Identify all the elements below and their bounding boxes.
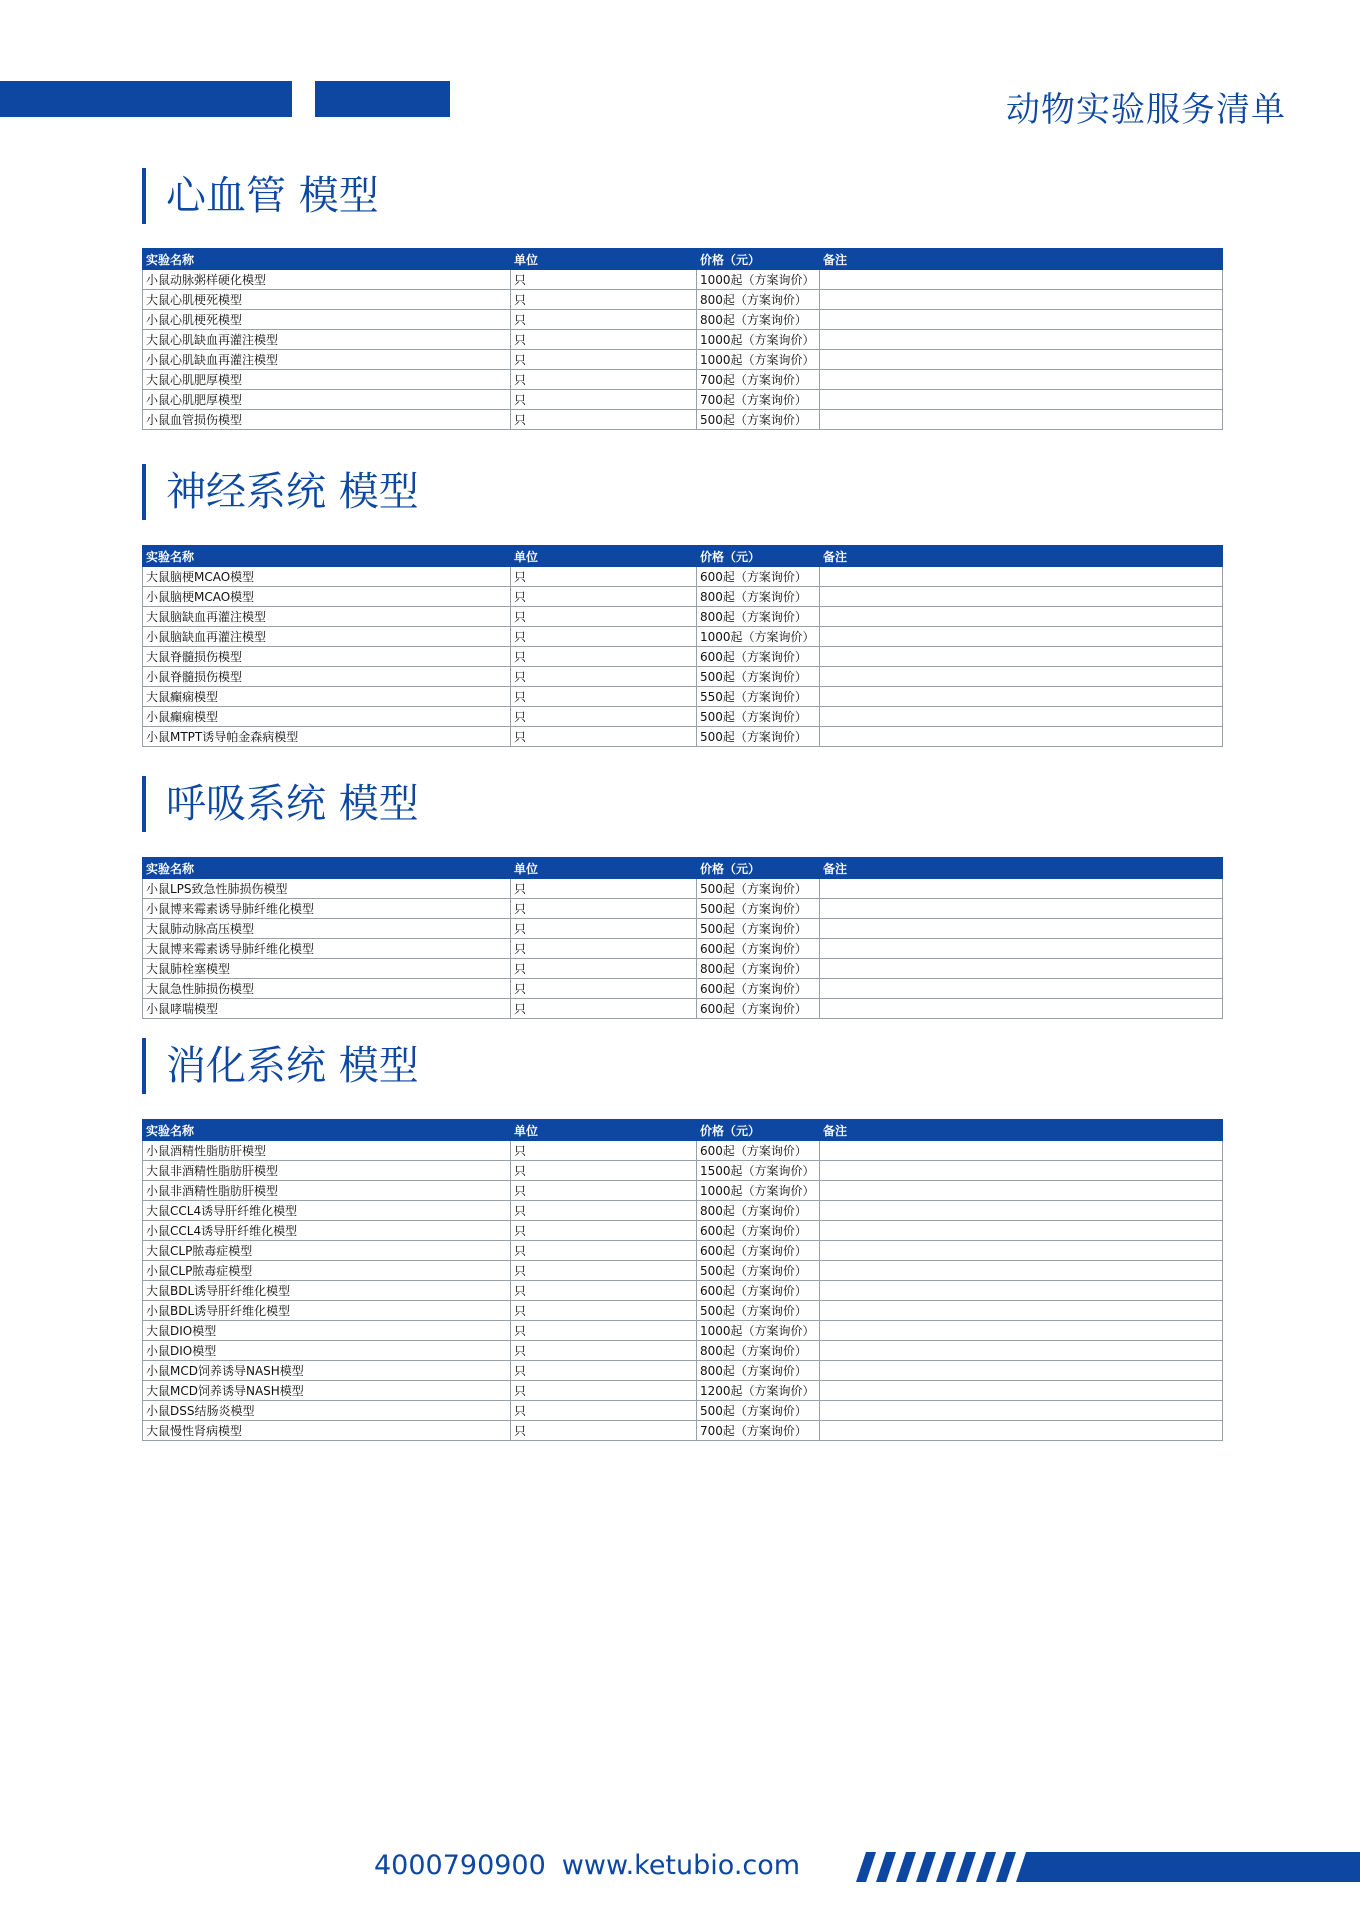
col-unit-cell: 只 — [511, 667, 697, 687]
col-name-cell: 小鼠MTPT诱导帕金森病模型 — [143, 727, 511, 747]
col-name-cell: 小鼠BDL诱导肝纤维化模型 — [143, 1301, 511, 1321]
col-remark-cell — [820, 647, 1223, 667]
col-unit-cell: 只 — [511, 1221, 697, 1241]
col-name-cell: 小鼠LPS致急性肺损伤模型 — [143, 879, 511, 899]
col-unit-cell: 只 — [511, 330, 697, 350]
col-price-cell: 500起（方案询价） — [697, 1301, 820, 1321]
col-remark-cell — [820, 727, 1223, 747]
col-remark-cell — [820, 1221, 1223, 1241]
col-remark-cell — [820, 607, 1223, 627]
header-col-remark: 备注 — [820, 858, 1223, 879]
col-name-cell: 小鼠脑缺血再灌注模型 — [143, 627, 511, 647]
footer-stripe-decor — [856, 1852, 1360, 1882]
col-name-cell: 大鼠MCD饲养诱导NASH模型 — [143, 1381, 511, 1401]
col-price-cell: 1000起（方案询价） — [697, 1321, 820, 1341]
table-row — [143, 370, 1223, 390]
col-name-cell: 小鼠DIO模型 — [143, 1341, 511, 1361]
col-name-cell: 大鼠癫痫模型 — [143, 687, 511, 707]
footer-website-link[interactable]: www.ketubio.com — [561, 1850, 801, 1881]
table-row — [143, 979, 1223, 999]
col-remark-cell — [820, 390, 1223, 410]
col-remark-cell — [820, 1281, 1223, 1301]
col-remark-cell — [820, 310, 1223, 330]
col-unit-cell: 只 — [511, 899, 697, 919]
table-cardiovascular — [142, 248, 1223, 430]
col-unit-cell: 只 — [511, 390, 697, 410]
col-price-cell: 1000起（方案询价） — [697, 350, 820, 370]
header-col-unit: 单位 — [511, 1120, 697, 1141]
table-row — [143, 1341, 1223, 1361]
header-col-remark: 备注 — [820, 249, 1223, 270]
col-price-cell: 600起（方案询价） — [697, 647, 820, 667]
table-row — [143, 567, 1223, 587]
col-name-cell: 大鼠慢性肾病模型 — [143, 1421, 511, 1441]
col-unit-cell: 只 — [511, 687, 697, 707]
col-remark-cell — [820, 999, 1223, 1019]
col-remark-cell — [820, 979, 1223, 999]
footer-phone: 4000790900 — [374, 1850, 546, 1881]
col-remark-cell — [820, 1381, 1223, 1401]
col-price-cell: 500起（方案询价） — [697, 1261, 820, 1281]
col-price-cell: 600起（方案询价） — [697, 1281, 820, 1301]
col-price-cell: 700起（方案询价） — [697, 1421, 820, 1441]
col-price-cell: 800起（方案询价） — [697, 1361, 820, 1381]
col-name-cell: 小鼠动脉粥样硬化模型 — [143, 270, 511, 290]
col-unit-cell: 只 — [511, 607, 697, 627]
col-name-cell: 小鼠心肌缺血再灌注模型 — [143, 350, 511, 370]
col-price-cell: 600起（方案询价） — [697, 979, 820, 999]
col-unit-cell: 只 — [511, 707, 697, 727]
table-digestive-system — [142, 1119, 1223, 1441]
col-remark-cell — [820, 707, 1223, 727]
col-unit-cell: 只 — [511, 1361, 697, 1381]
col-price-cell: 800起（方案询价） — [697, 959, 820, 979]
col-remark-cell — [820, 667, 1223, 687]
col-remark-cell — [820, 1341, 1223, 1361]
col-remark-cell — [820, 1141, 1223, 1161]
col-name-cell: 大鼠心肌肥厚模型 — [143, 370, 511, 390]
table-nervous-system — [142, 545, 1223, 747]
col-name-cell: 大鼠BDL诱导肝纤维化模型 — [143, 1281, 511, 1301]
col-price-cell: 600起（方案询价） — [697, 1241, 820, 1261]
col-price-cell: 500起（方案询价） — [697, 919, 820, 939]
table-header-row — [143, 858, 1223, 879]
col-name-cell: 大鼠CCL4诱导肝纤维化模型 — [143, 1201, 511, 1221]
table-row — [143, 410, 1223, 430]
col-remark-cell — [820, 627, 1223, 647]
table-header-row — [143, 1120, 1223, 1141]
col-unit-cell: 只 — [511, 1141, 697, 1161]
col-price-cell: 800起（方案询价） — [697, 310, 820, 330]
table-row — [143, 707, 1223, 727]
col-unit-cell: 只 — [511, 270, 697, 290]
col-remark-cell — [820, 1161, 1223, 1181]
col-price-cell: 500起（方案询价） — [697, 1401, 820, 1421]
table-row — [143, 1381, 1223, 1401]
table-row — [143, 1201, 1223, 1221]
col-name-cell: 小鼠癫痫模型 — [143, 707, 511, 727]
col-name-cell: 小鼠MCD饲养诱导NASH模型 — [143, 1361, 511, 1381]
col-remark-cell — [820, 1361, 1223, 1381]
col-remark-cell — [820, 1261, 1223, 1281]
col-price-cell: 550起（方案询价） — [697, 687, 820, 707]
table-row — [143, 999, 1223, 1019]
col-remark-cell — [820, 290, 1223, 310]
header-decor-bar — [0, 81, 292, 117]
col-price-cell: 1200起（方案询价） — [697, 1381, 820, 1401]
col-unit-cell: 只 — [511, 879, 697, 899]
col-unit-cell: 只 — [511, 350, 697, 370]
header-col-unit: 单位 — [511, 546, 697, 567]
col-remark-cell — [820, 1401, 1223, 1421]
col-price-cell: 1000起（方案询价） — [697, 627, 820, 647]
table-row — [143, 919, 1223, 939]
col-name-cell: 大鼠脑梗MCAO模型 — [143, 567, 511, 587]
table-row — [143, 350, 1223, 370]
col-unit-cell: 只 — [511, 567, 697, 587]
col-unit-cell: 只 — [511, 1321, 697, 1341]
col-remark-cell — [820, 350, 1223, 370]
col-unit-cell: 只 — [511, 959, 697, 979]
table-row — [143, 647, 1223, 667]
header-col-unit: 单位 — [511, 858, 697, 879]
col-unit-cell: 只 — [511, 1381, 697, 1401]
col-unit-cell: 只 — [511, 1421, 697, 1441]
section-title-nervous-system: 神经系统 模型 — [142, 464, 419, 520]
col-price-cell: 600起（方案询价） — [697, 999, 820, 1019]
header-col-name: 实验名称 — [143, 858, 511, 879]
col-unit-cell: 只 — [511, 1301, 697, 1321]
col-name-cell: 大鼠肺动脉高压模型 — [143, 919, 511, 939]
col-remark-cell — [820, 587, 1223, 607]
col-unit-cell: 只 — [511, 290, 697, 310]
col-remark-cell — [820, 879, 1223, 899]
col-unit-cell: 只 — [511, 627, 697, 647]
header-decor-bar-short — [315, 81, 450, 117]
table-row — [143, 879, 1223, 899]
header-col-price: 价格（元） — [697, 249, 820, 270]
col-unit-cell: 只 — [511, 979, 697, 999]
col-remark-cell — [820, 1241, 1223, 1261]
col-unit-cell: 只 — [511, 1241, 697, 1261]
table-row — [143, 1221, 1223, 1241]
footer-contact — [374, 1850, 800, 1881]
table-row — [143, 1361, 1223, 1381]
col-remark-cell — [820, 959, 1223, 979]
section-title-respiratory-system: 呼吸系统 模型 — [142, 776, 419, 832]
col-remark-cell — [820, 1301, 1223, 1321]
col-unit-cell: 只 — [511, 587, 697, 607]
col-price-cell: 500起（方案询价） — [697, 727, 820, 747]
col-name-cell: 大鼠博来霉素诱导肺纤维化模型 — [143, 939, 511, 959]
col-unit-cell: 只 — [511, 919, 697, 939]
header-col-name: 实验名称 — [143, 546, 511, 567]
col-name-cell: 大鼠脊髓损伤模型 — [143, 647, 511, 667]
col-remark-cell — [820, 270, 1223, 290]
table-row — [143, 1401, 1223, 1421]
table-row — [143, 627, 1223, 647]
col-unit-cell: 只 — [511, 410, 697, 430]
col-name-cell: 小鼠酒精性脂肪肝模型 — [143, 1141, 511, 1161]
col-price-cell: 1000起（方案询价） — [697, 330, 820, 350]
table-row — [143, 687, 1223, 707]
table-row — [143, 727, 1223, 747]
col-name-cell: 小鼠哮喘模型 — [143, 999, 511, 1019]
table-header-row — [143, 249, 1223, 270]
col-remark-cell — [820, 899, 1223, 919]
col-name-cell: 小鼠脊髓损伤模型 — [143, 667, 511, 687]
header-col-name: 实验名称 — [143, 249, 511, 270]
col-name-cell: 大鼠心肌梗死模型 — [143, 290, 511, 310]
col-price-cell: 800起（方案询价） — [697, 1341, 820, 1361]
col-unit-cell: 只 — [511, 1401, 697, 1421]
table-row — [143, 1141, 1223, 1161]
col-unit-cell: 只 — [511, 370, 697, 390]
table-respiratory-system — [142, 857, 1223, 1019]
col-price-cell: 600起（方案询价） — [697, 1221, 820, 1241]
col-unit-cell: 只 — [511, 647, 697, 667]
col-unit-cell: 只 — [511, 1161, 697, 1181]
table-row — [143, 587, 1223, 607]
col-price-cell: 500起（方案询价） — [697, 410, 820, 430]
table-row — [143, 290, 1223, 310]
col-unit-cell: 只 — [511, 999, 697, 1019]
col-unit-cell: 只 — [511, 1261, 697, 1281]
col-price-cell: 600起（方案询价） — [697, 1141, 820, 1161]
col-name-cell: 小鼠脑梗MCAO模型 — [143, 587, 511, 607]
table-row — [143, 390, 1223, 410]
table-row — [143, 607, 1223, 627]
col-unit-cell: 只 — [511, 727, 697, 747]
col-price-cell: 500起（方案询价） — [697, 667, 820, 687]
document-title: 动物实验服务清单 — [1006, 90, 1286, 130]
col-name-cell: 大鼠心肌缺血再灌注模型 — [143, 330, 511, 350]
col-price-cell: 500起（方案询价） — [697, 879, 820, 899]
col-name-cell: 小鼠心肌肥厚模型 — [143, 390, 511, 410]
col-remark-cell — [820, 939, 1223, 959]
col-price-cell: 800起（方案询价） — [697, 607, 820, 627]
col-name-cell: 小鼠博来霉素诱导肺纤维化模型 — [143, 899, 511, 919]
col-unit-cell: 只 — [511, 1341, 697, 1361]
header-col-price: 价格（元） — [697, 858, 820, 879]
col-unit-cell: 只 — [511, 1181, 697, 1201]
col-name-cell: 大鼠急性肺损伤模型 — [143, 979, 511, 999]
col-name-cell: 小鼠心肌梗死模型 — [143, 310, 511, 330]
col-remark-cell — [820, 567, 1223, 587]
col-price-cell: 500起（方案询价） — [697, 899, 820, 919]
col-name-cell: 小鼠CLP脓毒症模型 — [143, 1261, 511, 1281]
col-remark-cell — [820, 1181, 1223, 1201]
table-row — [143, 1161, 1223, 1181]
table-row — [143, 270, 1223, 290]
col-unit-cell: 只 — [511, 1201, 697, 1221]
col-price-cell: 500起（方案询价） — [697, 707, 820, 727]
col-price-cell: 800起（方案询价） — [697, 587, 820, 607]
table-header-row — [143, 546, 1223, 567]
col-remark-cell — [820, 410, 1223, 430]
col-name-cell: 大鼠DIO模型 — [143, 1321, 511, 1341]
col-price-cell: 600起（方案询价） — [697, 567, 820, 587]
section-title-digestive-system: 消化系统 模型 — [142, 1038, 419, 1094]
col-remark-cell — [820, 919, 1223, 939]
table-row — [143, 1321, 1223, 1341]
col-price-cell: 1500起（方案询价） — [697, 1161, 820, 1181]
col-unit-cell: 只 — [511, 1281, 697, 1301]
col-price-cell: 1000起（方案询价） — [697, 270, 820, 290]
table-row — [143, 310, 1223, 330]
header-col-price: 价格（元） — [697, 1120, 820, 1141]
col-remark-cell — [820, 370, 1223, 390]
section-title-cardiovascular: 心血管 模型 — [142, 168, 379, 224]
header-col-name: 实验名称 — [143, 1120, 511, 1141]
col-name-cell: 小鼠DSS结肠炎模型 — [143, 1401, 511, 1421]
header-col-remark: 备注 — [820, 546, 1223, 567]
col-remark-cell — [820, 1201, 1223, 1221]
table-row — [143, 959, 1223, 979]
col-name-cell: 小鼠血管损伤模型 — [143, 410, 511, 430]
header-col-unit: 单位 — [511, 249, 697, 270]
col-name-cell: 大鼠非酒精性脂肪肝模型 — [143, 1161, 511, 1181]
table-row — [143, 899, 1223, 919]
table-row — [143, 1261, 1223, 1281]
col-remark-cell — [820, 687, 1223, 707]
col-remark-cell — [820, 330, 1223, 350]
table-row — [143, 1181, 1223, 1201]
col-remark-cell — [820, 1321, 1223, 1341]
col-price-cell: 1000起（方案询价） — [697, 1181, 820, 1201]
col-name-cell: 小鼠非酒精性脂肪肝模型 — [143, 1181, 511, 1201]
table-row — [143, 939, 1223, 959]
col-remark-cell — [820, 1421, 1223, 1441]
col-price-cell: 700起（方案询价） — [697, 390, 820, 410]
table-row — [143, 330, 1223, 350]
table-row — [143, 1421, 1223, 1441]
col-name-cell: 大鼠肺栓塞模型 — [143, 959, 511, 979]
col-unit-cell: 只 — [511, 310, 697, 330]
header-col-price: 价格（元） — [697, 546, 820, 567]
col-name-cell: 小鼠CCL4诱导肝纤维化模型 — [143, 1221, 511, 1241]
col-price-cell: 600起（方案询价） — [697, 939, 820, 959]
table-row — [143, 1301, 1223, 1321]
col-price-cell: 700起（方案询价） — [697, 370, 820, 390]
col-price-cell: 800起（方案询价） — [697, 290, 820, 310]
col-price-cell: 800起（方案询价） — [697, 1201, 820, 1221]
table-row — [143, 1281, 1223, 1301]
col-name-cell: 大鼠CLP脓毒症模型 — [143, 1241, 511, 1261]
col-name-cell: 大鼠脑缺血再灌注模型 — [143, 607, 511, 627]
col-unit-cell: 只 — [511, 939, 697, 959]
table-row — [143, 667, 1223, 687]
table-row — [143, 1241, 1223, 1261]
header-col-remark: 备注 — [820, 1120, 1223, 1141]
